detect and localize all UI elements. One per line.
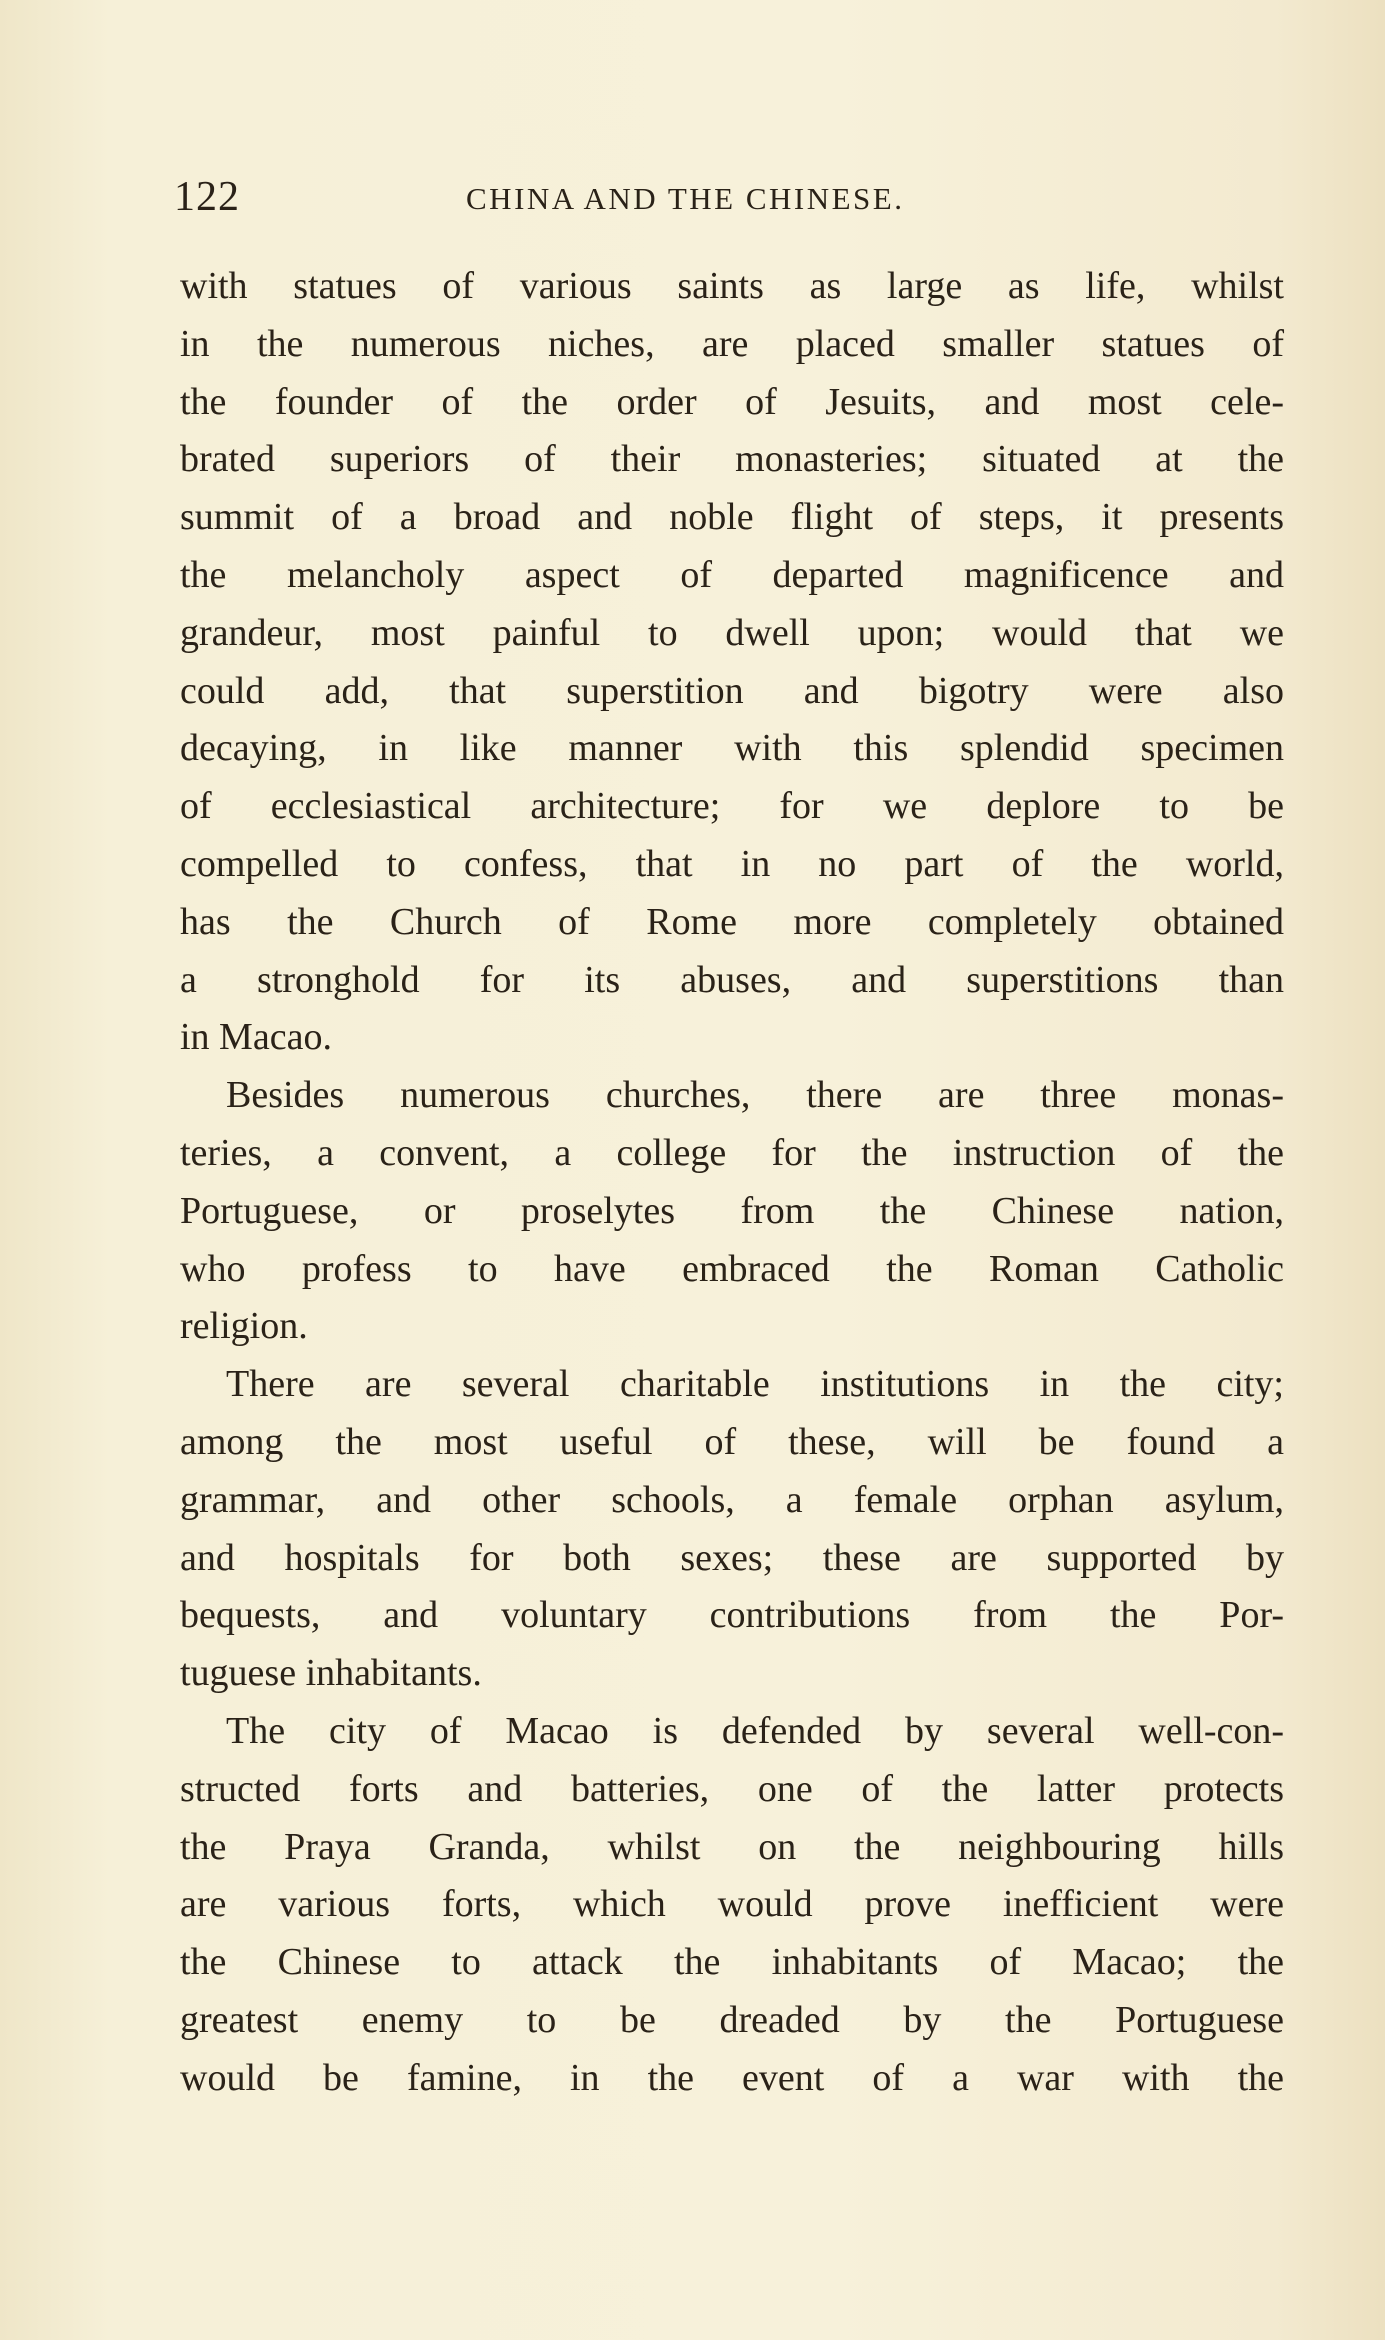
running-title: CHINA AND THE CHINESE. [466,181,905,216]
page-header [174,172,1080,222]
text-line: teries, a convent, a college for the instruction of the [180,1131,1284,1174]
text-line: among the most useful of these, will be found a [180,1420,1284,1463]
text-line: of ecclesiastical architecture; for we deplore to be [180,785,1284,828]
text-line: summit of a broad and noble flight of steps, it presents [180,496,1284,539]
text-line: Portuguese, or proselytes from the Chinese nation, [180,1189,1284,1232]
text-line: in Macao. [180,1016,332,1059]
text-line: has the Church of Rome more completely obtained [180,900,1284,943]
page-number: 122 [174,174,240,220]
text-line: would be famine, in the event of a war with the [180,2056,1284,2099]
text-line: grammar, and other schools, a female orphan asylum, [180,1478,1284,1521]
text-line: compelled to confess, that in no part of the world, [180,842,1284,885]
text-line: the Praya Granda, whilst on the neighbouring hills [180,1825,1284,1868]
text-line: greatest enemy to be dreaded by the Portuguese [180,1998,1284,2041]
text-line: the Chinese to attack the inhabitants of Macao; the [180,1941,1284,1984]
text-line: could add, that superstition and bigotry were also [180,669,1284,712]
text-line: religion. [180,1305,308,1348]
text-line: the melancholy aspect of departed magnificence and [180,553,1284,596]
paragraph-start-line: There are several charitable institutions in the city; [226,1363,1284,1406]
text-line: tuguese inhabitants. [180,1652,482,1695]
text-line: in the numerous niches, are placed smaller statues of [180,322,1284,365]
text-line: with statues of various saints as large as life, whilst [180,265,1284,307]
text-line: grandeur, most painful to dwell upon; would that we [180,611,1284,654]
text-line: bequests, and voluntary contributions from the Por- [180,1594,1284,1637]
text-line: and hospitals for both sexes; these are supported by [180,1536,1284,1579]
text-line: are various forts, which would prove inefficient were [180,1883,1284,1926]
text-line: who profess to have embraced the Roman Catholic [180,1247,1284,1290]
text-line: structed forts and batteries, one of the latter protects [180,1767,1284,1810]
paragraph-start-line: The city of Macao is defended by several well-con- [226,1709,1284,1752]
body-text [180,258,1284,2108]
text-line: brated superiors of their monasteries; situated at the [180,438,1284,481]
text-line: decaying, in like manner with this splendid specimen [180,727,1284,770]
paragraph-start-line: Besides numerous churches, there are three monas- [226,1074,1284,1117]
text-line: the founder of the order of Jesuits, and most cele- [180,380,1284,423]
text-line: a stronghold for its abuses, and superstitions than [180,958,1284,1001]
